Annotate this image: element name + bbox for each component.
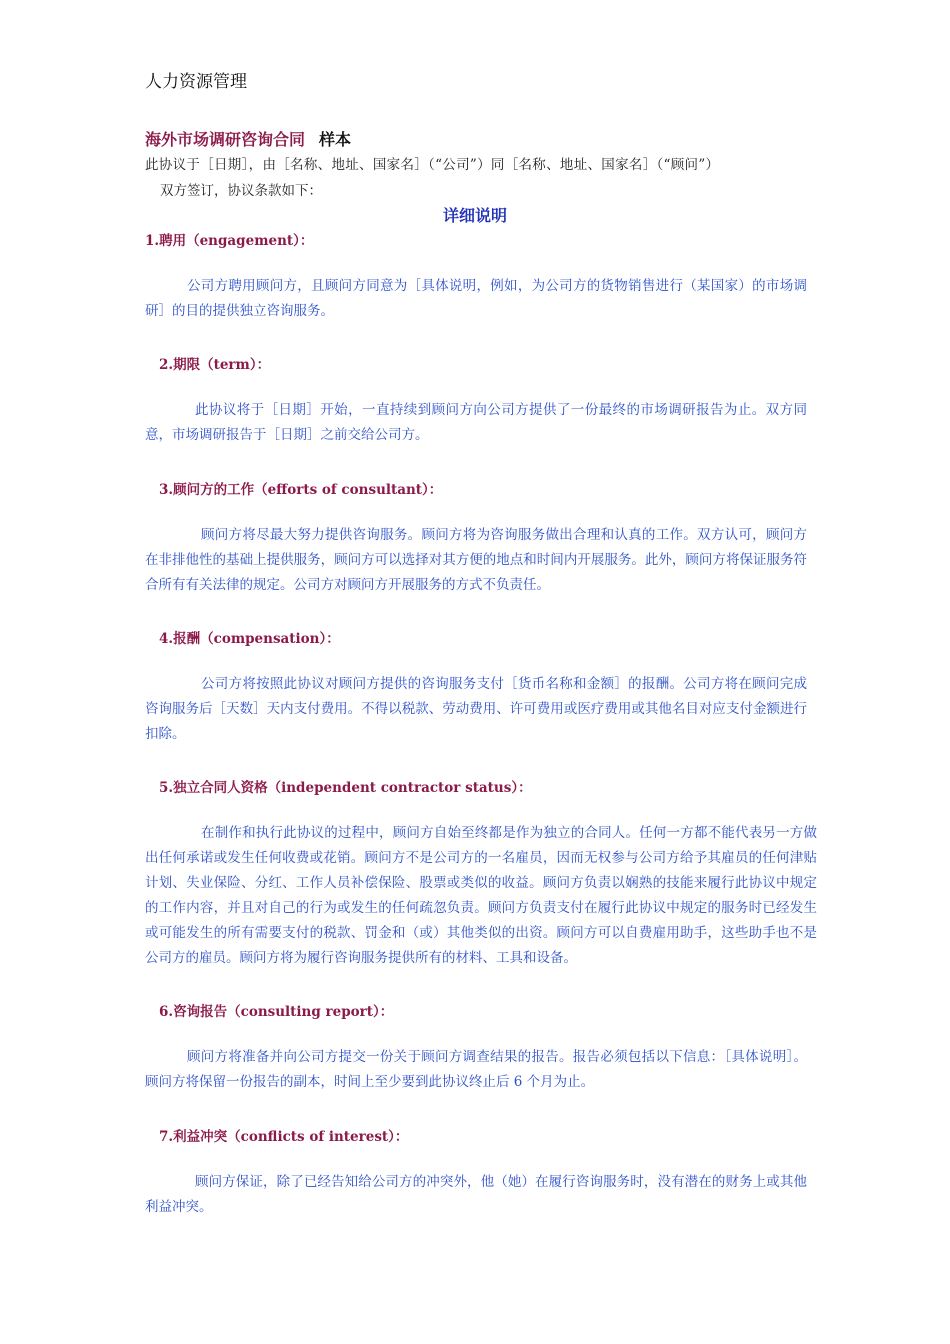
clause-body-5: 在制作和执行此协议的过程中，顾问方自始至终都是作为独立的合同人。任何一方都不能代表另一方做出任何承诺或发生任何收费或花销。顾问方不是公司方的一名雇员，因而无权参与公司方给予其雇员的任何津贴计划、失业保险、分红、工作人员补偿保险、股票或类似的收益。顾问方负责以娴熟的技能来履行此协议中规定的工作内容，并且对自己的行为或发生的任何疏忽负责。顾问方负责支付在履行此协议中规定的服务时已经发生或可能发生的所有需要支付的税款、罚金和（或）其他类似的出资。顾问方可以自费雇用助手，这些助手也不是公司方的雇员。顾问方将为履行咨询服务提供所有的材料、工具和设备。 [145, 825, 817, 966]
clause-heading-5: 5.独立合同人资格（independent contractor status）： [159, 780, 532, 796]
clause-heading-1: 1.聘用（engagement）： [145, 233, 314, 249]
clause-heading-2: 2.期限（term）： [159, 357, 271, 373]
clause-body-2: 此协议将于［日期］开始，一直持续到顾问方向公司方提供了一份最终的市场调研报告为止。双方同意，市场调研报告于［日期］之前交给公司方。 [145, 402, 807, 443]
title-suffix: 样本 [319, 130, 352, 149]
intro-line-2: 双方签订，协议条款如下： [160, 183, 322, 199]
clause-body-4: 公司方将按照此协议对顾问方提供的咨询服务支付［货币名称和金额］的报酬。公司方将在顾问完成咨询服务后［天数］天内支付费用。不得以税款、劳动费用、许可费用或医疗费用或其他名目对应支付金额进行扣除。 [145, 676, 807, 742]
page-header: 人力资源管理 [145, 72, 247, 92]
clause-heading-3: 3.顾问方的工作（efforts of consultant）： [159, 482, 443, 498]
document-title [145, 127, 351, 150]
clause-body-7: 顾问方保证，除了已经告知给公司方的冲突外，他（她）在履行咨询服务时，没有潜在的财务上或其他利益冲突。 [145, 1174, 807, 1215]
clause-heading-7: 7.利益冲突（conflicts of interest）： [159, 1129, 409, 1145]
clause-body-3: 顾问方将尽最大努力提供咨询服务。顾问方将为咨询服务做出合理和认真的工作。双方认可，顾问方在非排他性的基础上提供服务，顾问方可以选择对其方便的地点和时间内开展服务。此外，顾问方将保证服务符合所有有关法律的规定。公司方对顾问方开展服务的方式不负责任。 [145, 527, 807, 593]
clause-heading-4: 4.报酬（compensation）： [159, 631, 340, 647]
clause-heading-6: 6.咨询报告（consulting report）： [159, 1004, 394, 1020]
clause-body-6: 顾问方将准备并向公司方提交一份关于顾问方调查结果的报告。报告必须包括以下信息：［具体说明］。顾问方将保留一份报告的副本，时间上至少要到此协议终止后 6 个月为止。 [145, 1049, 807, 1090]
section-title: 详细说明 [442, 206, 507, 225]
intro-line-1: 此协议于［日期］，由［名称、地址、国家名］（“公司”）同［名称、地址、国家名］（“顾问”） [145, 157, 720, 173]
clause-body-1: 公司方聘用顾问方，且顾问方同意为［具体说明，例如，为公司方的货物销售进行（某国家）的市场调研］的目的提供独立咨询服务。 [145, 278, 807, 319]
title-main: 海外市场调研咨询合同 [145, 130, 306, 149]
